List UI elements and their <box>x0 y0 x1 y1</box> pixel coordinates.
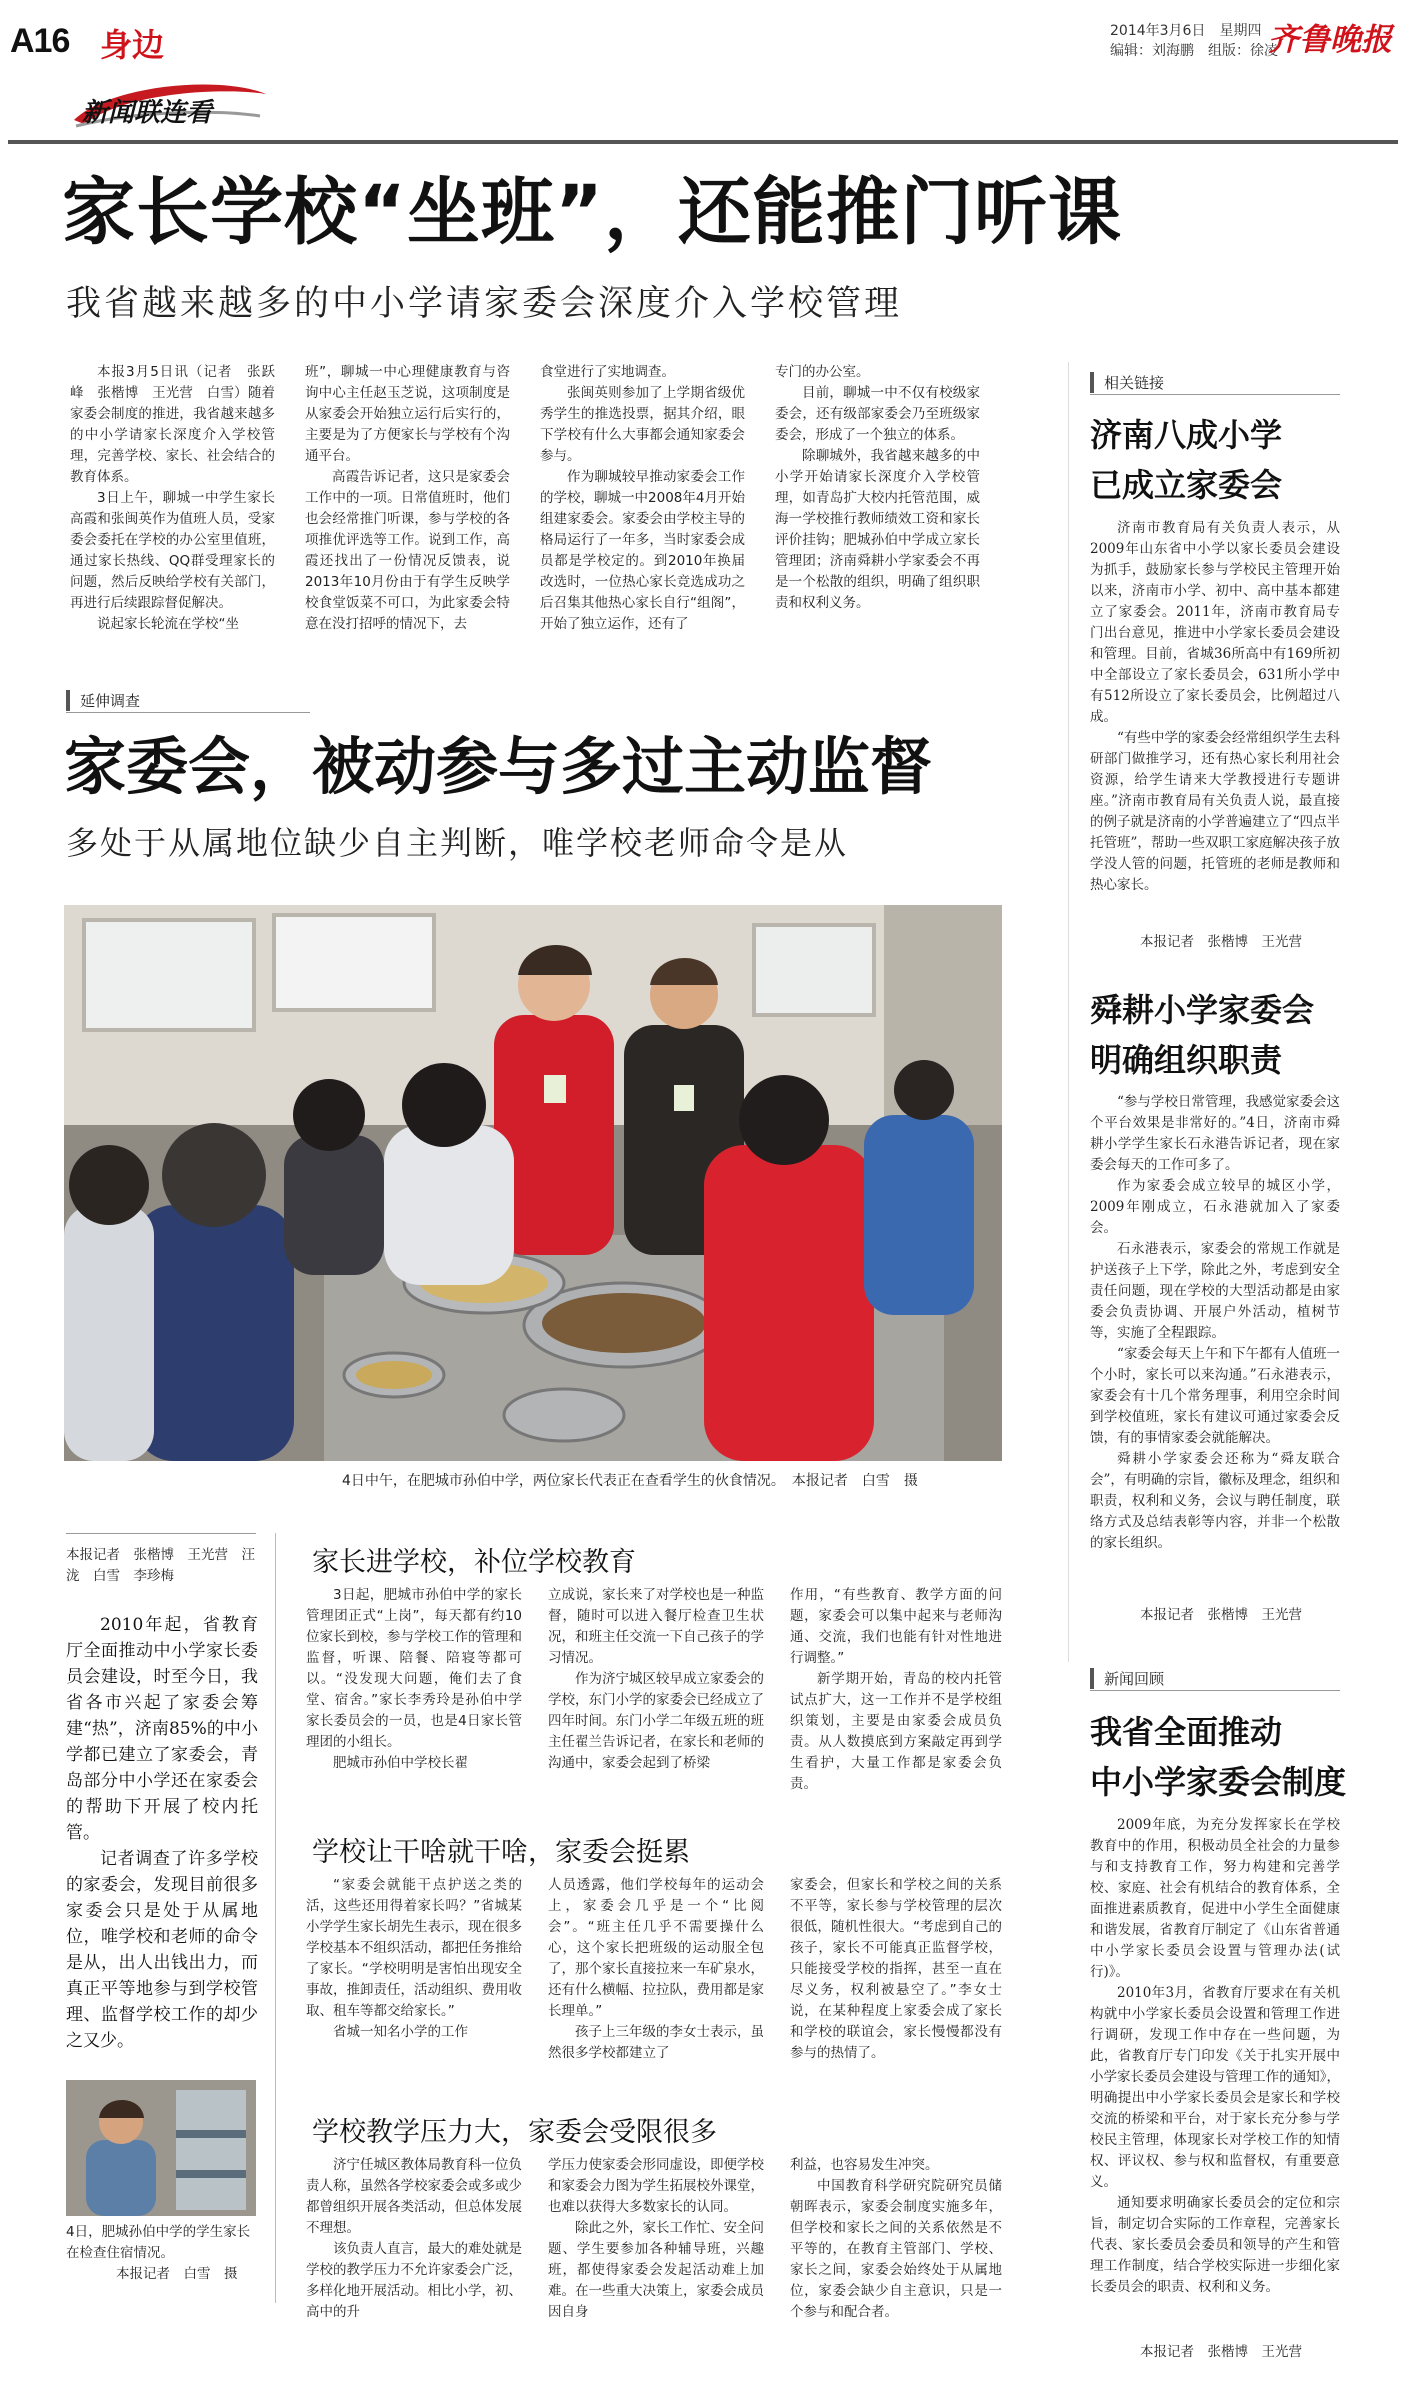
paper-logo: 齐鲁晚报 <box>1268 22 1392 58</box>
story2-subheadline: 多处于从属地位缺少自主判断，唯学校老师命令是从 <box>66 824 849 862</box>
story2-lead: 2010年起，省教育厅全面推动中小学家长委员会建设，时至今日，我省各市兴起了家委会筹建“热”，济南85%的中小学都已建立了家委会，青岛部分中小学还在家委会的帮助下开展了校内托管。 记者调查了许多学校的家委会，发现目前很多家委会只是处于从属地位，唯学校和老师的命令是从，出人出钱出力，而真正平等地参与到学校管理、监督学校工作的却少之又少。 <box>66 1615 258 2051</box>
story2-headline: 家委会，被动参与多过主动监督 <box>64 730 933 803</box>
sec1-col-2: 立成说，家长来了对学校也是一种监督，随时可以进入餐厅检查卫生状况，和班主任交流一下自己孩子的学习情况。 作为济宁城区较早成立家委会的学校，东门小学的家委会已经成立了四年时间。东门小学二年级五班的班主任翟兰告诉记者，在家长和老师的沟通中，家委会起到了桥梁 <box>548 1587 764 1771</box>
main-photo-caption: 4日中午，在肥城市孙伯中学，两位家长代表正在查看学生的伙食情况。 本报记者 白雪 摄 <box>342 1473 918 1489</box>
small-photo-caption: 4日，肥城孙伯中学的学生家长在检查住宿情况。 <box>66 2224 251 2261</box>
page-number: A16 <box>10 22 70 60</box>
small-photo-credit: 本报记者 白雪 摄 <box>116 2266 238 2282</box>
section-head-teaching-pressure: 学校教学压力大，家委会受限很多 <box>312 2117 717 2148</box>
main-photo <box>64 905 1002 1461</box>
editor-credit: 编辑：刘海鹏 组版：徐凌 <box>1110 43 1278 59</box>
small-photo-scene <box>66 2080 256 2216</box>
section-head-parents-enter-school: 家长进学校，补位学校教育 <box>312 1547 636 1578</box>
section-name: 身边 <box>100 26 165 64</box>
sidebar-tag-rule-3 <box>1090 1690 1340 1691</box>
subheadline: 我省越来越多的中小学请家委会深度介入学校管理 <box>66 284 903 324</box>
column-logo <box>70 80 270 132</box>
story1-col-2: 班”，聊城一中心理健康教育与咨询中心主任赵玉芝说，这项制度是从家委会开始独立运行后实行的，主要是为了方便家长与学校有个沟通平台。 高霞告诉记者，这只是家委会工作中的一项。日常值班时，他们也会经常推门听课，参与学校的各项推优评选等工作。说到工作，高霞还找出了一份情况反馈表，说2013年10月份由于有学生反映学校食堂饭菜不可口，为此家委会特意在没打招呼的情况下，去 <box>305 364 510 632</box>
story1-col-1: 本报3月5日讯（记者 张跃峰 张楷博 王光营 白雪）随着家委会制度的推进，我省越来越多的中小学请家长深度介入学校管理，完善学校、家长、社会结合的教育体系。 3日上午，聊城一中学生家长高霞和张闽英作为值班人员，受家委会委托在学校的办公室里值班，通过家长热线、QQ群受理家长的问题，然后反映给学校有关部门，再进行后续跟踪督促解决。 说起家长轮流在学校“坐 <box>70 364 275 632</box>
sidebar-body-3: 2009年底，为充分发挥家长在学校教育中的作用，积极动员全社会的力量参与和支持教育工作，努力构建和完善学校、家庭、社会有机结合的教育体系，全面推进素质教育，促进中小学生全面健康和谐发展，省教育厅制定了《山东省普通中小学家长委员会设置与管理办法(试行)》。 2010年3月，省教育厅要求在有关机构就中小学家长委员会设置和管理工作进行调研，发现工作中存在一些问题，为此，省教育厅专门印发《关于扎实开展中小学家长委员会建设与管理工作的通知》，明确提出中小学家长委员会是家长和学校交流的桥梁和平台，对于家长充分参与学校民主管理，体现家长对学校工作的知情权、评议权、参与权和监督权，有重要意义。 通知要求明确家长委员会的定位和宗旨，制定切合实际的工作章程，完善家长代表、家长委员会委员和领导的产生和管理工作制度，结合学校实际进一步细化家长委员会的职责、权利和义务。 <box>1090 1817 1340 2295</box>
sidebar-divider <box>1068 362 1069 1662</box>
small-photo <box>66 2080 256 2216</box>
sidebar-tag-news-review: 新闻回顾 <box>1090 1668 1164 1689</box>
masthead-rule <box>8 140 1398 144</box>
main-photo-scene <box>64 905 1002 1461</box>
sidebar-tag-rule-1 <box>1090 394 1340 395</box>
sidebar-head-1: 济南八成小学 已成立家委会 <box>1090 416 1283 504</box>
sec2-col-2: 人员透露，他们学校每年的运动会上，家委会几乎是一个“比阅会”。“班主任几乎不需要操什么心，这个家长把班级的运动服全包了，那个家长直接拉来一车矿泉水，还有什么横幅、拉拉队，费用都是家长理单。” 孩子上三年级的李女士表示，虽然很多学校都建立了 <box>548 1877 764 2061</box>
sec3-col-1: 济宁任城区教体局教育科一位负责人称，虽然各学校家委会或多或少都曾组织开展各类活动，但总体发展不理想。 该负责人直言，最大的难处就是学校的教学压力不允许家委会广泛，多样化地开展活动。相比小学，初、高中的升 <box>306 2157 522 2320</box>
masthead <box>0 0 1409 145</box>
sidebar-byline-1: 本报记者 张楷博 王光营 <box>1140 934 1302 950</box>
headline: 家长学校“坐班”，还能推门听课 <box>62 170 1122 255</box>
story1-col-3: 食堂进行了实地调查。 张闽英则参加了上学期省级优秀学生的推选投票，据其介绍，眼下学校有什么大事都会通知家委会参与。 作为聊城较早推动家委会工作的学校，聊城一中2008年4月开始组建家委会。家委会由学校主导的格局运行了一年多，当时家委会成员都是学校定的。到2010年换届改选时，一位热心家长竞选成功之后召集其他热心家长自行“组阁”，开始了独立运作，还有了 <box>540 364 745 632</box>
column-logo-text: 新闻联连看 <box>82 98 213 128</box>
sidebar-byline-2: 本报记者 张楷博 王光营 <box>1140 1607 1302 1623</box>
lead-rule <box>66 1533 256 1534</box>
section-tag-extended-survey: 延伸调查 <box>66 690 140 711</box>
story1-col-4: 专门的办公室。 目前，聊城一中不仅有校级家委会，还有级部家委会乃至班级家委会，形成了一个独立的体系。 除聊城外，我省越来越多的中小学开始请家长深度介入学校管理，如青岛扩大校内托管范围，威海一学校推行教师绩效工资和家长评价挂钩；肥城孙伯中学成立家长管理团；济南舜耕小学家委会不再是一个松散的组织，明确了组织职责和权利义务。 <box>775 364 980 611</box>
sec2-col-3: 家委会，但家长和学校之间的关系不平等，家长参与学校管理的层次很低，随机性很大。“考虑到自己的孩子，家长不可能真正监督学校，只能接受学校的指挥，甚至一直在尽义务，权利被悬空了。”李女士说，在某种程度上家委会成了家长和学校的联谊会，家长慢慢都没有参与的热情了。 <box>790 1877 1002 2061</box>
section-head-committee-tired: 学校让干啥就干啥，家委会挺累 <box>312 1837 690 1868</box>
story2-column-divider <box>275 1533 276 2303</box>
section-tag-rule <box>66 712 310 713</box>
sidebar-head-3: 我省全面推动 中小学家委会制度 <box>1090 1713 1347 1801</box>
sec1-col-3: 作用，“有些教育、教学方面的问题，家委会可以集中起来与老师沟通、交流，我们也能有针对性地进行调整。” 新学期开始，青岛的校内托管试点扩大，这一工作并不是学校组织策划，主要是由家委会成员负责。从人数摸底到方案敲定再到学生看护，大量工作都是家委会负责。 <box>790 1587 1002 1792</box>
sec1-col-1: 3日起，肥城市孙伯中学的家长管理团正式“上岗”，每天都有约10位家长到校，参与学校工作的管理和监督，听课、陪餐、陪寝等都可以。“没发现大问题，俺们去了食堂、宿舍。”家长李秀玲是孙伯中学家长委员会的一员，也是4日家长管理团的小组长。 肥城市孙伯中学校长翟 <box>306 1587 522 1771</box>
issue-date: 2014年3月6日 星期四 <box>1110 23 1262 39</box>
sidebar-body-2: “参与学校日常管理，我感觉家委会这个平台效果是非常好的。”4日，济南市舜耕小学学生家长石永港告诉记者，现在家委会每天的工作可多了。 作为家委会成立较早的城区小学，2009年刚成立，石永港就加入了家委会。 石永港表示，家委会的常规工作就是护送孩子上下学，除此之外，考虑到安全责任问题，现在学校的大型活动都是由家委会负责协调、开展户外活动，植树节等，实施了全程跟踪。 “家委会每天上午和下午都有人值班一个小时，家长可以来沟通。”石永港表示，家委会有十几个常务理事，利用空余时间到学校值班，家长有建议可通过家委会反馈，有的事情家委会就能解决。 舜耕小学家委会还称为“舜友联合会”，有明确的宗旨，徽标及理念，组织和职责，权利和义务，会议与聘任制度，联络方式及总结表彰等内容，并非一个松散的家长组织。 <box>1090 1094 1340 1551</box>
sidebar-head-2: 舜耕小学家委会 明确组织职责 <box>1090 991 1315 1079</box>
sec3-col-2: 学压力使家委会形同虚设，即便学校和家委会力图为学生拓展校外课堂，也难以获得大多数家长的认同。 除此之外，家长工作忙、安全问题、学生要参加各种辅导班，兴趣班，都使得家委会发起活动难上加难。在一些重大决策上，家委会成员因自身 <box>548 2157 764 2320</box>
sidebar-body-1: 济南市教育局有关负责人表示，从2009年山东省中小学以家长委员会建设为抓手，鼓励家长参与学校民主管理开始以来，济南市小学、初中、高中基本都建立了家委会。2011年，济南市教育局专门出台意见，推进中小学家长委员会建设和管理。目前，省城36所高中有169所初中全部设立了家长委员会，631所小学中有512所设立了家长委员会，比例超过八成。 “有些中学的家委会经常组织学生去科研部门做推学习，还有热心家长利用社会资源，给学生请来大学教授进行专题讲座。”济南市教育局有关负责人说，最直接的例子就是济南的小学普遍建立了“四点半托管班”，帮助一些双职工家庭解决孩子放学没人管的问题，托管班的老师是教师和热心家长。 <box>1090 520 1340 893</box>
sidebar-byline-3: 本报记者 张楷博 王光营 <box>1140 2344 1302 2360</box>
sidebar-tag-related-links: 相关链接 <box>1090 372 1164 393</box>
sec2-col-1: “家委会就能干点护送之类的活，这些还用得着家长吗？”省城某小学学生家长胡先生表示，现在很多学校基本不组织活动，都把任务推给了家长。“学校明明是害怕出现安全事故，推卸责任，活动组织、费用收取、租车等都交给家长。” 省城一知名小学的工作 <box>306 1877 522 2040</box>
sec3-col-3: 利益，也容易发生冲突。 中国教育科学研究院研究员储朝晖表示，家委会制度实施多年，但学校和家长之间的关系依然是不平等的，在教育主管部门、学校、家长之间，家委会始终处于从属地位，家委会缺少自主意识，只是一个参与和配合者。 <box>790 2157 1002 2320</box>
story2-byline: 本报记者 张楷博 王光营 汪泷 白雪 李珍梅 <box>66 1547 255 1584</box>
